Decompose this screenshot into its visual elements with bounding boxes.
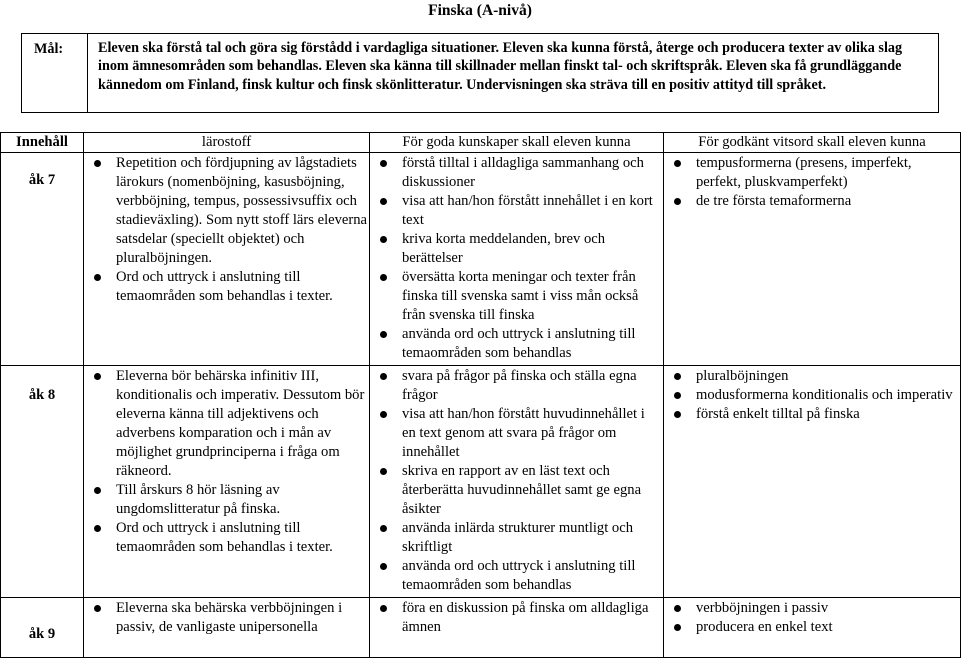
larostoff-cell [84,598,370,658]
list-item: verbböjningen i passiv [664,599,958,618]
list-item: Repetition och fördjupning av lågstadiets lärokurs (nomenböjning, kasusböjning, verbböjning, tempus, possessivsuffix och stadieväxling). Som nytt stoff lärs eleverna satsdelar (speciellt objektet) och pluralböjningen. [84,154,367,268]
header-godkant-vitsord: För godkänt vitsord skall eleven kunna [664,133,961,153]
table-row [1,598,961,658]
list-item: Ord och uttryck i anslutning till temaområden som behandlas i texter. [84,268,367,306]
goals-box [21,33,939,113]
list-item: Eleverna bör behärska infinitiv III, konditionalis och imperativ. Dessutom bör eleverna känna till adjektivens och adverbens komparation och i mån av möjlighet grundprinciperna i fråga om räkneord. [84,367,367,481]
goals-label: Mål: [22,34,88,112]
list-item: förstå enkelt tilltal på finska [664,405,958,424]
table-row [1,153,961,366]
table-header-row [1,133,961,153]
list-item: Ord och uttryck i anslutning till temaområden som behandlas i texter. [84,519,367,557]
list-item: använda ord och uttryck i anslutning till temaområden som behandlas [370,325,661,363]
list-item: modusformerna konditionalis och imperativ [664,386,958,405]
list-item: tempusformerna (presens, imperfekt, perfekt, pluskvamperfekt) [664,154,958,192]
year-label: åk 7 [1,153,84,366]
curriculum-table [0,132,961,658]
list-item: översätta korta meningar och texter från finska till svenska samt i viss mån också från svenska till finska [370,268,661,325]
header-goda-kunskaper: För goda kunskaper skall eleven kunna [370,133,664,153]
godkant-cell [664,153,961,366]
goda-kunskaper-cell [370,153,664,366]
list-item: använda ord och uttryck i anslutning till temaområden som behandlas [370,557,661,595]
list-item: föra en diskussion på finska om alldagliga ämnen [370,599,661,637]
header-larostoff: lärostoff [84,133,370,153]
list-item: skriva en rapport av en läst text och återberätta huvudinnehållet samt ge egna åsikter [370,462,661,519]
list-item: kriva korta meddelanden, brev och berättelser [370,230,661,268]
list-item: svara på frågor på finska och ställa egna frågor [370,367,661,405]
list-item: förstå tilltal i alldagliga sammanhang och diskussioner [370,154,661,192]
list-item: pluralböjningen [664,367,958,386]
list-item: visa att han/hon förstått huvudinnehållet i en text genom att svara på frågor om innehållet [370,405,661,462]
page-title: Finska (A-nivå) [428,2,532,19]
table-row [1,366,961,598]
larostoff-cell [84,153,370,366]
list-item: använda inlärda strukturer muntligt och skriftligt [370,519,661,557]
goda-kunskaper-cell [370,366,664,598]
list-item: visa att han/hon förstått innehållet i en kort text [370,192,661,230]
list-item: Eleverna ska behärska verbböjningen i passiv, de vanligaste unipersonella [84,599,367,637]
goda-kunskaper-cell [370,598,664,658]
list-item: Till årskurs 8 hör läsning av ungdomslitteratur på finska. [84,481,367,519]
godkant-cell [664,598,961,658]
list-item: producera en enkel text [664,618,958,637]
larostoff-cell [84,366,370,598]
year-label: åk 9 [1,598,84,658]
godkant-cell [664,366,961,598]
year-label: åk 8 [1,366,84,598]
header-innehall: Innehåll [1,133,84,153]
list-item: de tre första temaformerna [664,192,958,211]
goals-text: Eleven ska förstå tal och göra sig förstådd i vardagliga situationer. Eleven ska kunna förstå, återge och producera texter av olika slag inom ämnesområden som behandlas. Eleven ska känna till skillnader mellan finskt tal- och skriftspråk. Eleven ska få grundläggande kännedom om Finland, finsk kultur och finsk skönlitteratur. Undervisningen ska sträva till en positiv attityd till språket. [98,40,903,93]
